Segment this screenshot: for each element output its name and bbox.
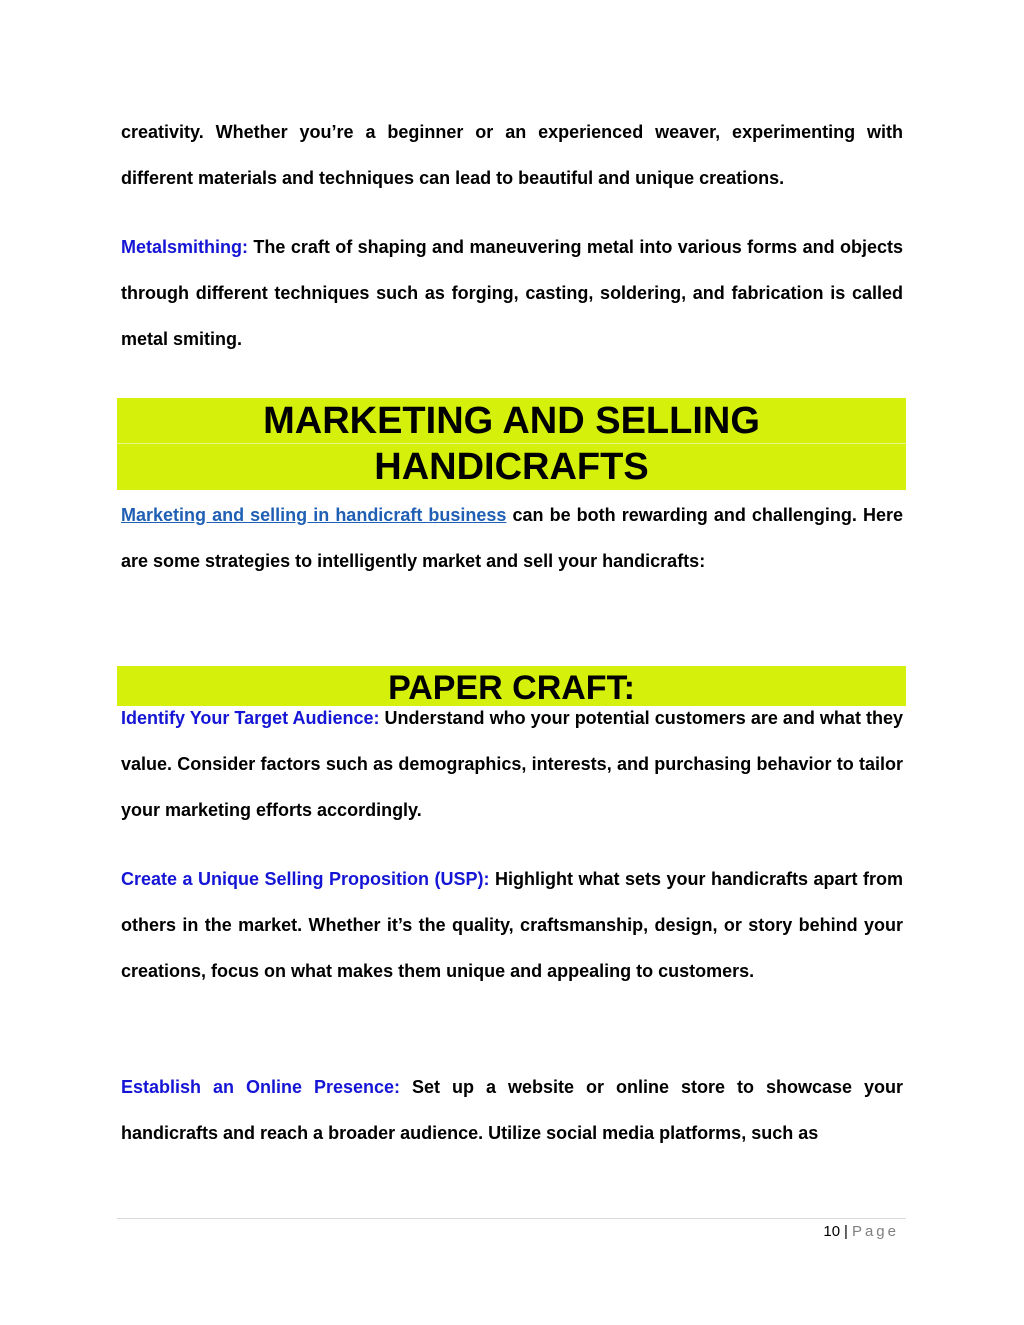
paragraph-target-audience — [121, 695, 903, 833]
footer-divider — [117, 1218, 906, 1219]
paragraph-text: The craft of shaping and maneuvering metal into various forms and objects through different techniques such as forging, casting, soldering, and fabrication is called metal smiting. — [121, 237, 903, 349]
footer-separator: | — [844, 1223, 848, 1240]
paragraph-text: Understand who your potential customers are and what they value. Consider factors such as demographics, interests, and purchasing behavior to tailor your marketing efforts accordingly. — [121, 708, 903, 820]
metalsmithing-term: Metalsmithing: — [121, 237, 249, 257]
paragraph-text: Set up a website or online store to showcase your handicrafts and reach a broader audience. Utilize social media platforms, such as — [121, 1077, 903, 1143]
marketing-heading-line2: HANDICRAFTS — [374, 446, 649, 488]
paragraph-text: creativity. Whether you’re a beginner or an experienced weaver, experimenting with different materials and techniques can lead to beautiful and unique creations. — [121, 122, 903, 188]
paragraph-marketing-intro — [121, 492, 903, 584]
marketing-heading-line1: MARKETING AND SELLING — [117, 398, 906, 444]
page-footer — [823, 1221, 899, 1243]
paragraph-metalsmithing — [121, 224, 903, 362]
marketing-selling-link[interactable]: Marketing and selling in handicraft business — [121, 505, 507, 525]
paragraph-online-presence — [121, 1064, 903, 1156]
page-label: Page — [851, 1223, 899, 1240]
online-presence-term: Establish an Online Presence: — [121, 1077, 401, 1097]
page-number: 10 — [823, 1223, 841, 1240]
marketing-heading — [117, 398, 906, 490]
paper-craft-heading-text: PAPER CRAFT: — [388, 669, 635, 707]
usp-term: Create a Unique Selling Proposition (USP): — [121, 869, 490, 889]
paragraph-weaving-continuation — [121, 109, 903, 201]
paragraph-text: Highlight what sets your handicrafts apart from others in the market. Whether it’s the quality, craftsmanship, design, or story behind your creations, focus on what makes them unique and appealing to customers. — [121, 869, 903, 981]
paragraph-text: can be both rewarding and challenging. Here are some strategies to intelligently market and sell your handicrafts: — [121, 505, 903, 571]
paragraph-usp — [121, 856, 903, 994]
target-audience-term: Identify Your Target Audience: — [121, 708, 380, 728]
